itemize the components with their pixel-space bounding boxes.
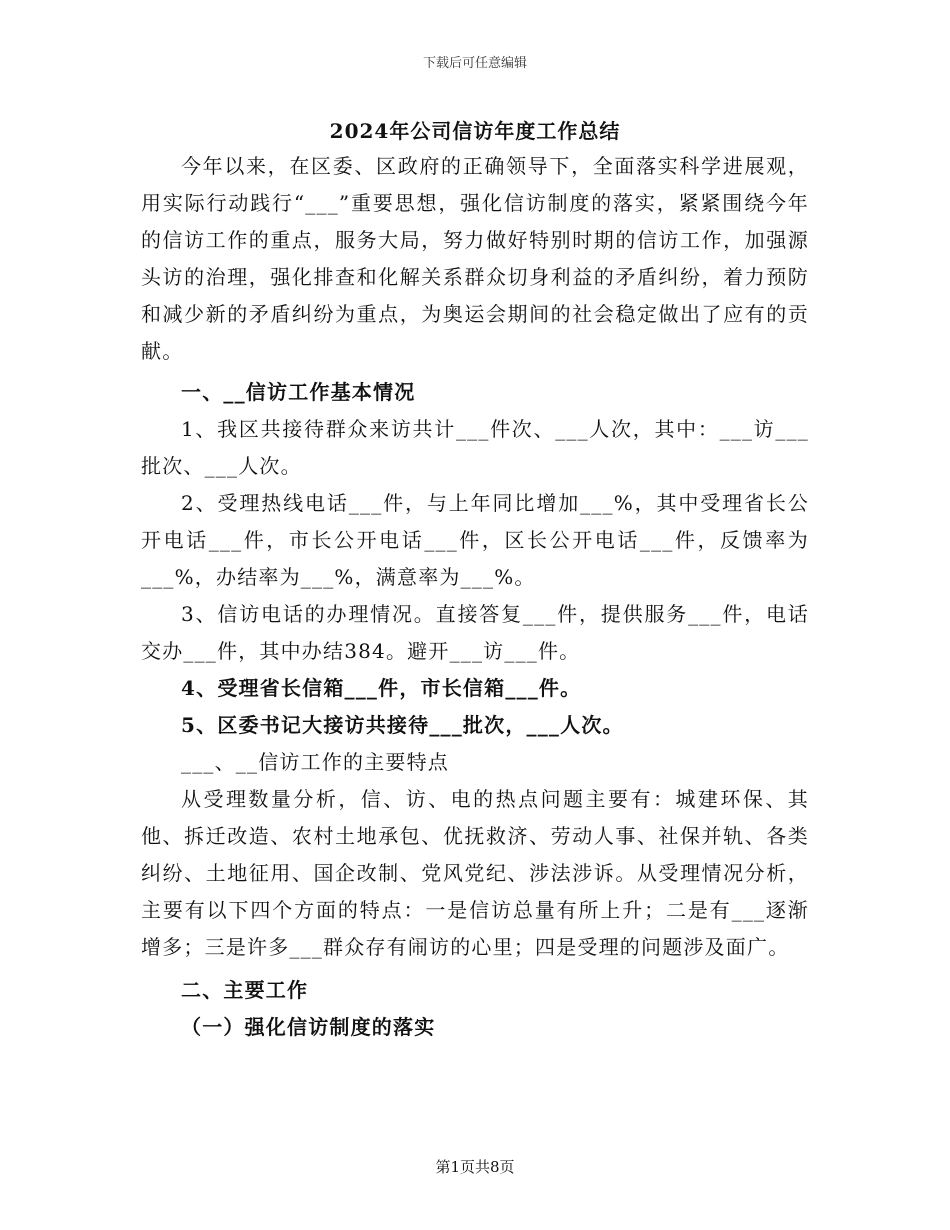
section-heading-basic-situation: 一、__信访工作基本情况 — [181, 380, 416, 404]
paragraph-item-3: 3、信访电话的办理情况。直接答复___件，提供服务___件，电话交办___件，其中办结384。避开___访___件。 — [141, 602, 809, 663]
page-footer: 第1页共8页 — [435, 1158, 515, 1176]
paragraph-item-5: 5、区委书记大接访共接待___批次，___人次。 — [181, 713, 624, 737]
intro-paragraph: 今年以来，在区委、区政府的正确领导下，全面落实科学进展观，用实际行动践行“___”重要思想，强化信访制度的落实，紧紧围绕今年的信访工作的重点，服务大局，努力做好特别时期的信访工作，加强源头访的治理，强化排查和化解关系群众切身利益的矛盾纠纷，着力预防和减少新的矛盾纠纷为重点，为奥运会期间的社会稳定做出了应有的贡献。 — [141, 154, 809, 363]
document-body — [141, 140, 809, 1046]
paragraph-item-1: 1、我区共接待群众来访共计___件次、___人次，其中：___访___批次、___人次。 — [141, 417, 809, 478]
subsection-heading-1: （一）强化信访制度的落实 — [181, 1015, 436, 1039]
document-title: 2024年公司信访年度工作总结 — [329, 119, 621, 143]
paragraph-item-4: 4、受理省长信箱___件，市长信箱___件。 — [181, 676, 582, 700]
section-heading-main-work: 二、主要工作 — [181, 978, 309, 1002]
section-heading-features: ___、__信访工作的主要特点 — [181, 750, 449, 774]
paragraph-item-2: 2、受理热线电话___件，与上年同比增加___%，其中受理省长公开电话___件，市长公开电话___件，区长公开电话___件，反馈率为___%，办结率为___%，满意率为___%。 — [141, 491, 809, 589]
page-header: 下载后可任意编辑 — [422, 56, 527, 71]
features-paragraph: 从受理数量分析，信、访、电的热点问题主要有：城建环保、其他、拆迁改造、农村土地承包、优抚救济、劳动人事、社保并轨、各类纠纷、土地征用、国企改制、党风党纪、涉法涉诉。从受理情况分析，主要有以下四个方面的特点：一是信访总量有所上升；二是有___逐渐增多；三是许多___群众存有闹访的心里；四是受理的问题涉及面广。 — [141, 787, 809, 959]
